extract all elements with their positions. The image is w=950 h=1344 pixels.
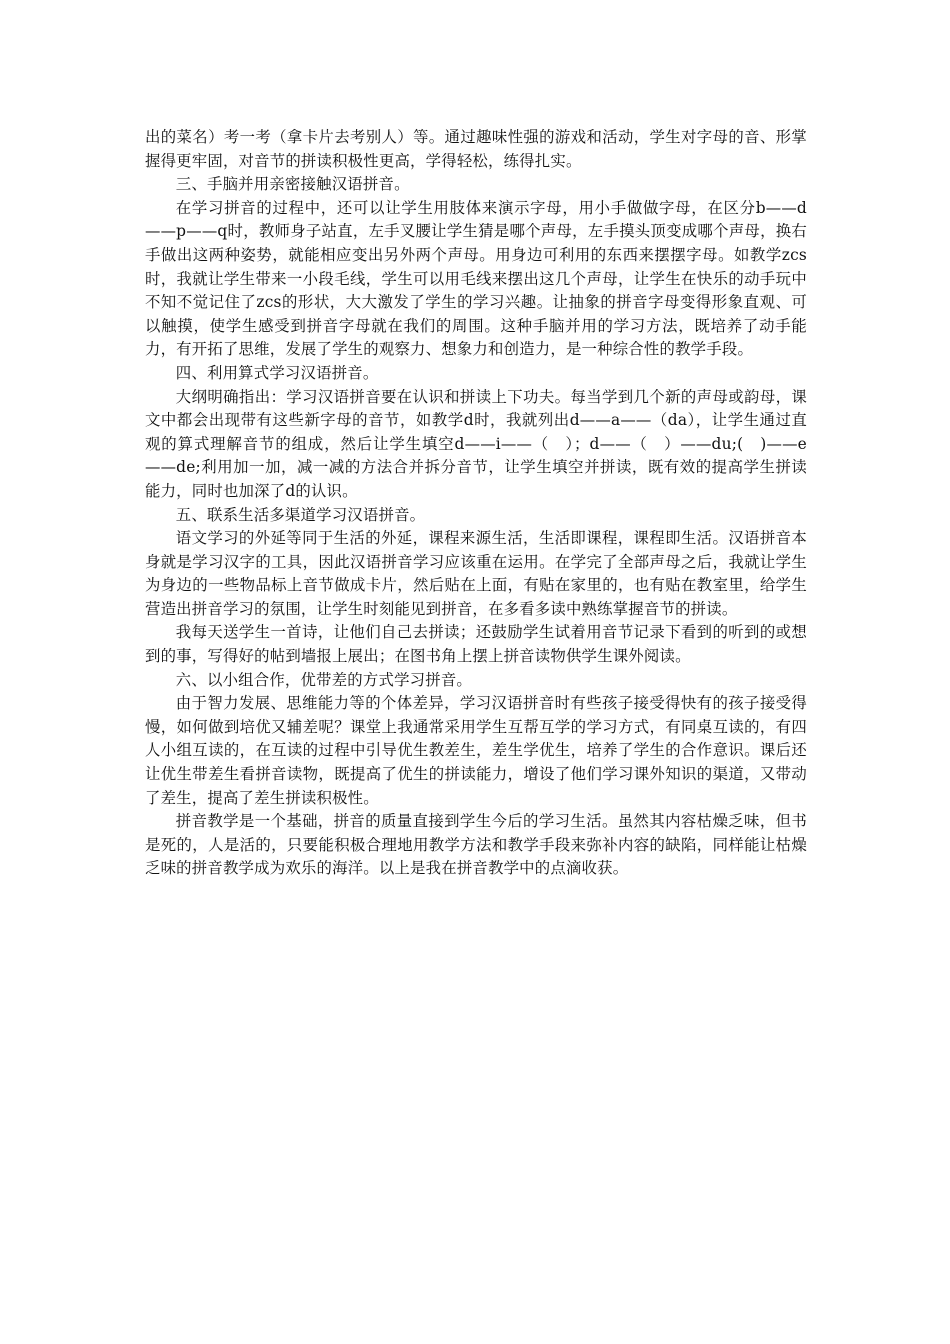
section-heading-6: 六、以小组合作，优带差的方式学习拼音。 <box>175 670 473 689</box>
document-page <box>145 126 807 881</box>
section-heading-5: 五、联系生活多渠道学习汉语拼音。 <box>175 505 426 524</box>
paragraph-section-5a: 语文学习的外延等同于生活的外延，课程来源生活，生活即课程，课程即生活。汉语拼音本身就是学习汉字的工具，因此汉语拼音学习应该重在运用。在学完了全部声母之后，我就让学生为身边的一些物品标上音节做成卡片，然后贴在上面，有贴在家里的，也有贴在教室里，给学生营造出拼音学习的氛围，让学生时刻能见到拼音，在多看多读中熟练掌握音节的拼读。 <box>145 529 807 618</box>
paragraph-section-5b: 我每天送学生一首诗，让他们自己去拼读；还鼓励学生试着用音节记录下看到的听到的或想到的事，写得好的帖到墙报上展出；在图书角上摆上拼音读物供学生课外阅读。 <box>145 623 807 666</box>
paragraph-section-6: 由于智力发展、思维能力等的个体差异，学习汉语拼音时有些孩子接受得快有的孩子接受得慢，如何做到培优又辅差呢？课堂上我通常采用学生互帮互学的学习方式，有同桌互读的，有四人小组互读的，在互读的过程中引导优生教差生，差生学优生，培养了学生的合作意识。课后还让优生带差生看拼音读物，既提高了优生的拼读能力，增设了他们学习课外知识的渠道，又带动了差生，提高了差生拼读积极性。 <box>145 694 807 807</box>
section-heading-4: 四、利用算式学习汉语拼音。 <box>175 363 379 382</box>
paragraph-conclusion: 拼音教学是一个基础，拼音的质量直接到学生今后的学习生活。虽然其内容枯燥乏味，但书是死的，人是活的，只要能积极合理地用教学方法和教学手段来弥补内容的缺陷，同样能让枯燥乏味的拼音教学成为欢乐的海洋。以上是我在拼音教学中的点滴收获。 <box>145 812 807 878</box>
section-heading-3: 三、手脑并用亲密接触汉语拼音。 <box>175 175 410 194</box>
paragraph-section-4: 大纲明确指出：学习汉语拼音要在认识和拼读上下功夫。每当学到几个新的声母或韵母，课文中都会出现带有这些新字母的音节，如教学d时，我就列出d——a——（da），让学生通过直观的算式理解音节的组成，然后让学生填空d——i——（ ）；d——（ ）——du;( )——e——de;利用加一加，减一减的方法合并拆分音节，让学生填空并拼读，既有效的提高学生拼读能力，同时也加深了d的认识。 <box>145 387 807 500</box>
paragraph-section-3: 在学习拼音的过程中，还可以让学生用肢体来演示字母，用小手做做字母，在区分b——d——p——q时，教师身子站直，左手叉腰让学生猜是哪个声母，左手摸头顶变成哪个声母，换右手做出这两种姿势，就能相应变出另外两个声母。用身边可利用的东西来摆摆字母。如教学zcs时，我就让学生带来一小段毛线，学生可以用毛线来摆出这几个声母，让学生在快乐的动手玩中不知不觉记住了zcs的形状，大大激发了学生的学习兴趣。让抽象的拼音字母变得形象直观、可以触摸，使学生感受到拼音字母就在我们的周围。这种手脑并用的学习方法，既培养了动手能力，有开拓了思维，发展了学生的观察力、想象力和创造力，是一种综合性的教学手段。 <box>145 198 807 359</box>
paragraph-continuation: 出的菜名）考一考（拿卡片去考别人）等。通过趣味性强的游戏和活动，学生对字母的音、形掌握得更牢固，对音节的拼读积极性更高，学得轻松，练得扎实。 <box>145 128 807 170</box>
